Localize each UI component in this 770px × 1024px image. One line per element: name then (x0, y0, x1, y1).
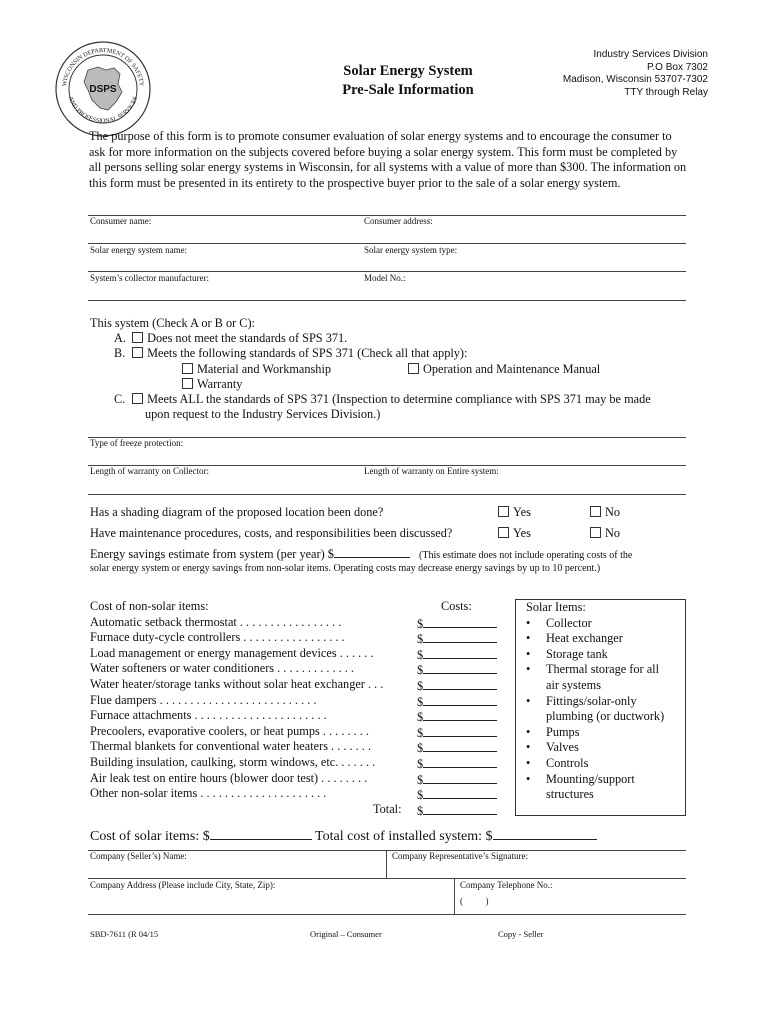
cost-row: Flue dampers . . . . . . . . . . . . . . . . . . . . . . . . . . $ (90, 693, 510, 709)
collector-warranty-field[interactable]: Length of warranty on Collector: (90, 466, 209, 476)
total-label: Total: (373, 801, 402, 816)
cost-row: Furnace attachments . . . . . . . . . . . . . . . . . . . . . . $ (90, 708, 510, 724)
option-a-label: Does not meet the standards of SPS 371. (147, 331, 348, 346)
cost-row: Load management or energy management devices . . . . . . $ (90, 646, 510, 662)
maintenance-yes-checkbox[interactable] (498, 527, 509, 538)
maintenance-no-checkbox[interactable] (590, 527, 601, 538)
cost-amount-input[interactable] (423, 693, 497, 706)
non-solar-costs-section: Cost of non-solar items: Costs: Automatic setback thermostat . . . . . . . . . . . . . . . . . $ Furnace duty-cycle controllers . . . . . . . . . . . . . . . . . $ Load management or energy management devices . . . . . . $ Water softeners or water conditioners . . . . . . . . . . . . . $ Water heater/storage tanks without solar heat exchanger . . . $ Flue dampers . . . . . . . . . . . . . . . . . . . . . . . . . . $ Furnace attachments . . . . . . . . . . . . . . . . . . . . . . $ Precoolers, evaporative coolers, or heat pumps . . . . . . . . $ Thermal blankets for conventional water heaters . . . . . . . $ Building insulation, caulking, storm windows, etc. . . . . . . $ Air leak test on entire hours (blower door test) . . . . . . . . $ Other non-solar items . . . . . . . . . . . . . . . . . . . . . $ Total: $ (90, 599, 510, 818)
checkbox-warranty[interactable] (182, 378, 193, 389)
consumer-name-field[interactable]: Consumer name: (90, 216, 152, 226)
option-b-label: Meets the following standards of SPS 371 (Check all that apply): (147, 346, 468, 361)
cost-row: Air leak test on entire hours (blower door test) . . . . . . . . $ (90, 771, 510, 787)
cost-item-label: Furnace attachments . . . . . . . . . . . . . . . . . . . . . . (90, 708, 327, 723)
cost-item-label: Building insulation, caulking, storm windows, etc. . . . . . . (90, 754, 376, 769)
representative-signature-field[interactable]: Company Representative’s Signature: (392, 851, 528, 861)
solar-item: plumbing (or ductwork) (546, 709, 665, 724)
system-check-heading: This system (Check A or B or C): (90, 316, 255, 330)
cost-item-label: Flue dampers . . . . . . . . . . . . . . . . . . . . . . . . . . (90, 692, 317, 707)
cost-nonsolar-heading: Cost of non-solar items: (90, 599, 209, 613)
form-number: SBD-7611 (R 04/15 (90, 929, 159, 939)
cost-amount-input[interactable] (423, 677, 497, 690)
checkbox-option-a[interactable] (132, 332, 143, 343)
checkbox-option-c[interactable] (132, 393, 143, 404)
bullet-icon: • (526, 615, 531, 630)
original-consumer-note: Original – Consumer (310, 929, 382, 939)
agency-address (563, 49, 708, 99)
address-line: P.O Box 7302 (647, 61, 708, 73)
cost-row: Building insulation, caulking, storm windows, etc. . . . . . . $ (90, 755, 510, 771)
cost-amount-input[interactable] (423, 615, 497, 628)
address-line: TTY through Relay (624, 86, 708, 98)
svg-text:WISCONSIN DEPARTMENT OF SAFETY: WISCONSIN DEPARTMENT OF SAFETY (61, 46, 145, 87)
cost-item-label: Other non-solar items . . . . . . . . . . . . . . . . . . . . . (90, 786, 327, 801)
consumer-address-field[interactable]: Consumer address: (364, 216, 433, 226)
system-name-field[interactable]: Solar energy system name: (90, 245, 188, 255)
shading-no-checkbox[interactable] (590, 506, 601, 517)
intro-paragraph: The purpose of this form is to promote consumer evaluation of solar energy systems and to encourage the consumer to ask for more information on the subjects covered before buying a solar energy system. This form must be completed by all persons selling solar energy systems in Wisconsin, for all systems with a value of more than $300. The information on this form must be presented in its entirety to the prospective buyer prior to the sale of a solar energy system. (89, 129, 687, 190)
operation-manual-label: Operation and Maintenance Manual (423, 361, 601, 376)
freeze-protection-field[interactable]: Type of freeze protection: (90, 438, 184, 448)
cost-row: Thermal blankets for conventional water heaters . . . . . . . $ (90, 739, 510, 755)
cost-amount-input[interactable] (423, 771, 497, 784)
copy-seller-note: Copy - Seller (498, 929, 544, 939)
bullet-icon: • (526, 693, 531, 708)
cost-row: Automatic setback thermostat . . . . . . . . . . . . . . . . . $ (90, 615, 510, 631)
solar-items-box (515, 599, 686, 816)
solar-items-heading: Solar Items: (526, 600, 586, 614)
dsps-seal (54, 40, 152, 138)
address-line: Industry Services Division (593, 49, 708, 60)
cost-amount-input[interactable] (423, 786, 497, 799)
cost-item-label: Air leak test on entire hours (blower door test) . . . . . . . . (90, 770, 368, 785)
cost-row: Water softeners or water conditioners . . . . . . . . . . . . . $ (90, 661, 510, 677)
title-line-1: Solar Energy System (343, 63, 473, 79)
company-phone-field[interactable]: Company Telephone No.: (460, 880, 553, 890)
option-c-label-cont: upon request to the Industry Services Division.) (145, 407, 381, 422)
system-check-section: This system (Check A or B or C): A. Does not meet the standards of SPS 371. B. Meets the following standards of SPS 371 (Check all that apply): Material and Workmanship Operation and Maintenance Manual Warranty C. Meets ALL the standards of SPS 371 (Inspection to determine compliance with SPS 371 may be made upon request to the Industry Services Division.) (90, 316, 690, 422)
model-no-field[interactable]: Model No.: (364, 273, 406, 283)
solar-item: • Thermal storage for all (526, 662, 660, 677)
bullet-icon: • (526, 771, 531, 786)
solar-item: • Mounting/support (526, 771, 635, 786)
checkbox-option-b[interactable] (132, 347, 143, 358)
energy-savings-note-cont: solar energy system or energy savings from non-solar items. Operating costs may decrease energy savings by up to 10 percent.) (90, 563, 601, 574)
system-type-field[interactable]: Solar energy system type: (364, 245, 458, 255)
option-c-label: Meets ALL the standards of SPS 371 (Inspection to determine compliance with SPS 371 may be made (147, 392, 651, 407)
solar-item: • Heat exchanger (526, 631, 623, 646)
solar-cost-label: Cost of solar items: $ (90, 829, 210, 844)
cost-item-label: Precoolers, evaporative coolers, or heat pumps . . . . . . . . (90, 723, 369, 738)
bullet-icon: • (526, 724, 531, 739)
cost-row: Precoolers, evaporative coolers, or heat pumps . . . . . . . . $ (90, 724, 510, 740)
solar-cost-input[interactable] (210, 826, 312, 840)
cost-amount-input[interactable] (423, 739, 497, 752)
system-warranty-field[interactable]: Length of warranty on Entire system: (364, 466, 499, 476)
costs-heading: Costs: (441, 599, 472, 613)
solar-item: • Collector (526, 615, 592, 630)
warranty-label: Warranty (197, 376, 243, 391)
solar-item: • Storage tank (526, 646, 608, 661)
cost-item-label: Water heater/storage tanks without solar heat exchanger . . . (90, 676, 384, 691)
svg-text:DSPS: DSPS (89, 84, 117, 95)
energy-savings-input[interactable] (334, 557, 410, 558)
energy-savings-label: Energy savings estimate from system (per year) $ (90, 547, 334, 561)
cost-item-label: Automatic setback thermostat . . . . . . . . . . . . . . . . . (90, 614, 342, 629)
cost-row: Furnace duty-cycle controllers . . . . . . . . . . . . . . . . . $ (90, 630, 510, 646)
cost-item-label: Furnace duty-cycle controllers . . . . . . . . . . . . . . . . . (90, 630, 345, 645)
cost-row: Other non-solar items . . . . . . . . . . . . . . . . . . . . . $ (90, 786, 510, 802)
total-installed-label: Total cost of installed system: $ (315, 829, 493, 844)
cost-amount-input[interactable] (423, 630, 497, 643)
cost-amount-input[interactable] (423, 724, 497, 737)
total-cost-input[interactable] (423, 802, 497, 815)
shading-yes-checkbox[interactable] (498, 506, 509, 517)
solar-item: • Controls (526, 755, 589, 770)
energy-savings-note: (This estimate does not include operating costs of the (419, 550, 633, 561)
title-line-2: Pre-Sale Information (342, 82, 474, 98)
total-installed-input[interactable] (493, 826, 597, 840)
bullet-icon: • (526, 646, 531, 661)
cost-row: Water heater/storage tanks without solar heat exchanger . . . $ (90, 677, 510, 693)
bullet-icon: • (526, 755, 531, 770)
shading-diagram-question: Has a shading diagram of the proposed location been done? (90, 505, 384, 519)
solar-item: • Pumps (526, 724, 580, 739)
checkbox-material-workmanship[interactable] (182, 363, 193, 374)
cost-item-label: Load management or energy management devices . . . . . . (90, 645, 374, 660)
solar-item: • Fittings/solar-only (526, 693, 637, 708)
solar-item: air systems (546, 677, 601, 692)
svg-text:AND PROFESSIONAL SERVICES: AND PROFESSIONAL SERVICES (66, 95, 140, 125)
cost-amount-input[interactable] (423, 646, 497, 659)
cost-amount-input[interactable] (423, 661, 497, 674)
cost-amount-input[interactable] (423, 708, 497, 721)
bullet-icon: • (526, 740, 531, 755)
solar-item: structures (546, 787, 594, 802)
solar-item: • Valves (526, 740, 579, 755)
maintenance-question: Have maintenance procedures, costs, and responsibilities been discussed? (90, 526, 453, 540)
form-title (318, 62, 498, 100)
bullet-icon: • (526, 631, 531, 646)
company-address-field[interactable]: Company Address (Please include City, State, Zip): (90, 880, 276, 890)
company-name-field[interactable]: Company (Seller’s) Name: (90, 851, 187, 861)
material-workmanship-label: Material and Workmanship (197, 361, 332, 376)
cost-item-label: Thermal blankets for conventional water heaters . . . . . . . (90, 739, 372, 754)
address-line: Madison, Wisconsin 53707-7302 (562, 74, 708, 85)
collector-manufacturer-field[interactable]: System’s collector manufacturer: (90, 273, 209, 283)
checkbox-operation-manual[interactable] (408, 363, 419, 374)
cost-amount-input[interactable] (423, 755, 497, 768)
cost-item-label: Water softeners or water conditioners . . . . . . . . . . . . . (90, 661, 355, 676)
bullet-icon: • (526, 662, 531, 677)
phone-area-code[interactable]: ( ) (460, 896, 489, 906)
